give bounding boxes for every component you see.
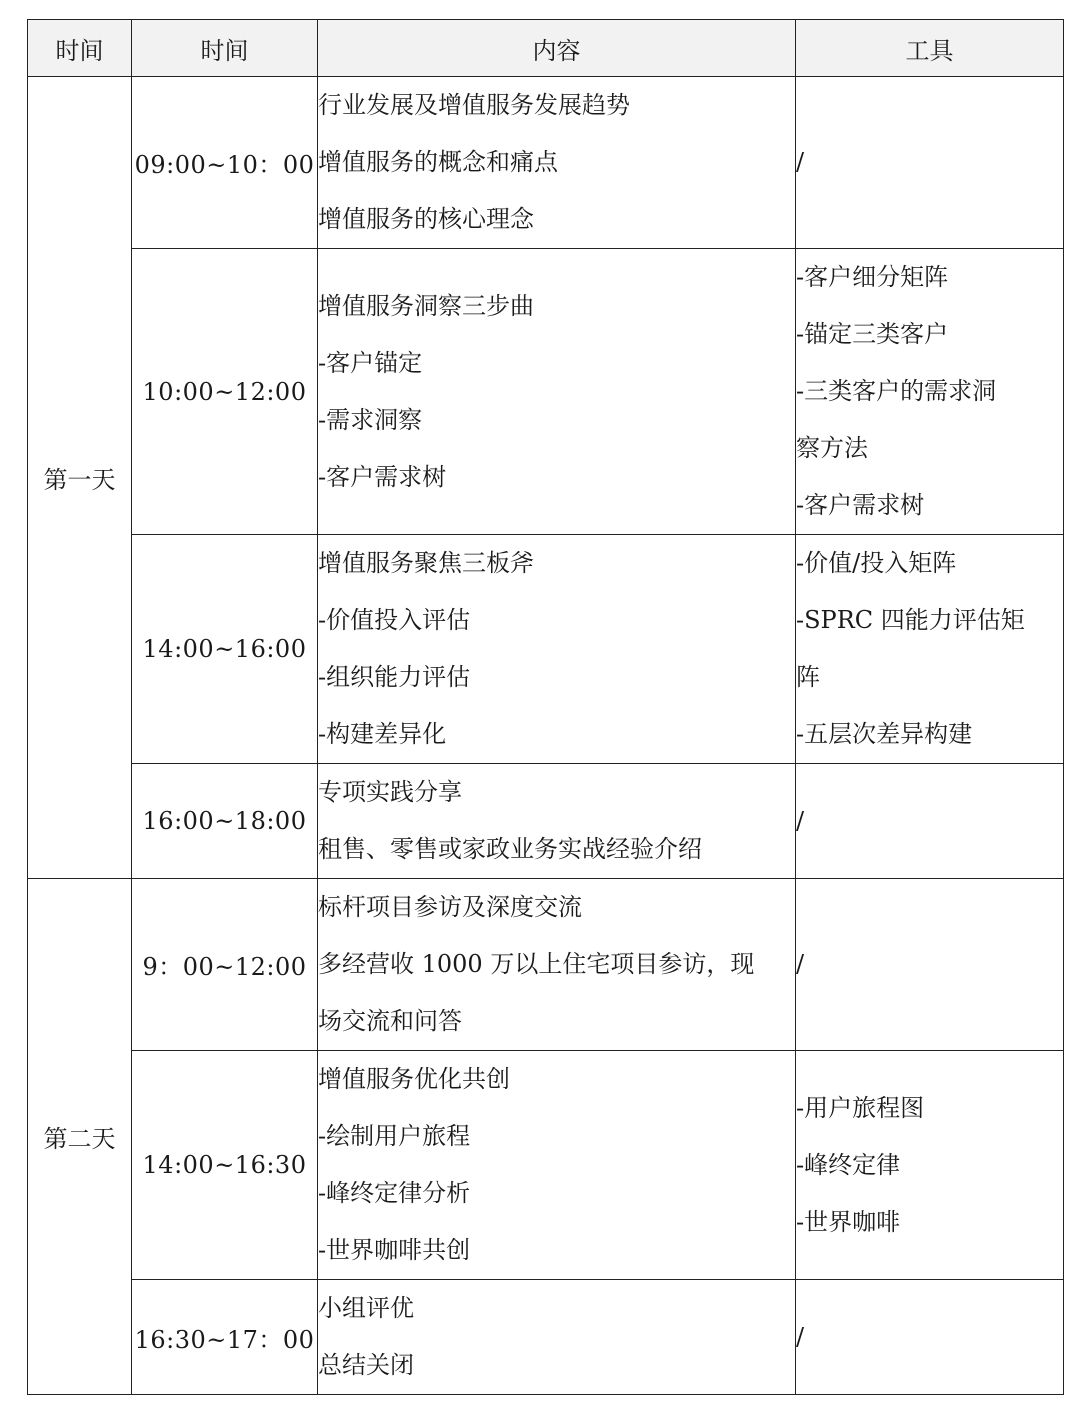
content-line: -世界咖啡共创 xyxy=(318,1236,471,1264)
content-line: 行业发展及增值服务发展趋势 xyxy=(318,91,630,119)
day-label: 第二天 xyxy=(28,879,132,1395)
content-line: -客户锚定 xyxy=(318,348,423,377)
session-time: 16:30~17：00 xyxy=(132,1280,318,1395)
tool-line: 阵 xyxy=(796,663,820,691)
tool-line: -五层次差异构建 xyxy=(796,720,973,748)
content-line: 增值服务优化共创 xyxy=(318,1065,510,1093)
table-row xyxy=(28,764,1064,879)
session-time: 14:00~16:00 xyxy=(132,535,318,764)
tool-line: / xyxy=(796,1322,805,1351)
tool-line: / xyxy=(796,806,805,835)
content-line: 增值服务洞察三步曲 xyxy=(318,291,534,320)
session-tools xyxy=(796,1051,1064,1280)
content-line: 增值服务的概念和痛点 xyxy=(318,148,558,176)
content-line: -价值投入评估 xyxy=(318,606,471,634)
content-line: 专项实践分享 xyxy=(318,778,462,806)
content-line: -组织能力评估 xyxy=(318,663,471,691)
header-day: 时间 xyxy=(28,20,132,77)
session-content xyxy=(318,1051,796,1280)
content-line: 总结关闭 xyxy=(318,1351,414,1379)
table-row xyxy=(28,1280,1064,1395)
session-tools xyxy=(796,879,1064,1051)
header-row xyxy=(28,20,1064,77)
session-tools xyxy=(796,249,1064,535)
content-line: 场交流和问答 xyxy=(318,1007,462,1035)
table-row xyxy=(28,535,1064,764)
session-tools xyxy=(796,77,1064,249)
tool-line: -三类客户的需求洞 xyxy=(796,377,997,405)
header-time: 时间 xyxy=(132,20,318,77)
table-row xyxy=(28,77,1064,249)
table-row xyxy=(28,879,1064,1051)
session-content xyxy=(318,249,796,535)
session-content xyxy=(318,764,796,879)
tool-line: -用户旅程图 xyxy=(796,1093,925,1122)
session-time: 14:00~16:30 xyxy=(132,1051,318,1280)
tool-line: -SPRC 四能力评估矩 xyxy=(796,606,1025,634)
session-content xyxy=(318,77,796,249)
content-line: 小组评优 xyxy=(318,1294,414,1322)
tool-line: -世界咖啡 xyxy=(796,1207,901,1236)
table-row xyxy=(28,1051,1064,1280)
tool-line: -客户需求树 xyxy=(796,491,925,519)
content-line: -绘制用户旅程 xyxy=(318,1122,471,1150)
tool-line: -价值/投入矩阵 xyxy=(796,549,957,577)
session-time: 10:00~12:00 xyxy=(132,249,318,535)
session-time: 16:00~18:00 xyxy=(132,764,318,879)
content-line: -构建差异化 xyxy=(318,720,447,748)
session-content xyxy=(318,879,796,1051)
tool-line: -峰终定律 xyxy=(796,1150,901,1179)
header-tools: 工具 xyxy=(796,20,1064,77)
session-tools xyxy=(796,764,1064,879)
session-time: 9：00~12:00 xyxy=(132,879,318,1051)
tool-line: / xyxy=(796,950,805,978)
content-line: -需求洞察 xyxy=(318,405,423,434)
content-line: 租售、零售或家政业务实战经验介绍 xyxy=(318,835,702,863)
content-line: 增值服务聚焦三板斧 xyxy=(318,549,534,577)
session-time: 09:00~10：00 xyxy=(132,77,318,249)
day-label: 第一天 xyxy=(28,77,132,879)
tool-line: 察方法 xyxy=(796,434,868,462)
tool-line: -锚定三类客户 xyxy=(796,320,949,348)
content-line: 增值服务的核心理念 xyxy=(318,205,534,233)
content-line: -峰终定律分析 xyxy=(318,1179,471,1207)
tool-line: -客户细分矩阵 xyxy=(796,263,949,291)
table-row xyxy=(28,249,1064,535)
content-line: 多经营收 1000 万以上住宅项目参访，现 xyxy=(318,950,755,978)
content-line: 标杆项目参访及深度交流 xyxy=(318,893,582,921)
session-tools xyxy=(796,535,1064,764)
header-content: 内容 xyxy=(318,20,796,77)
tool-line: / xyxy=(796,148,805,176)
session-content xyxy=(318,1280,796,1395)
session-content xyxy=(318,535,796,764)
session-tools xyxy=(796,1280,1064,1395)
schedule-table xyxy=(27,19,1064,1395)
content-line: -客户需求树 xyxy=(318,462,447,491)
